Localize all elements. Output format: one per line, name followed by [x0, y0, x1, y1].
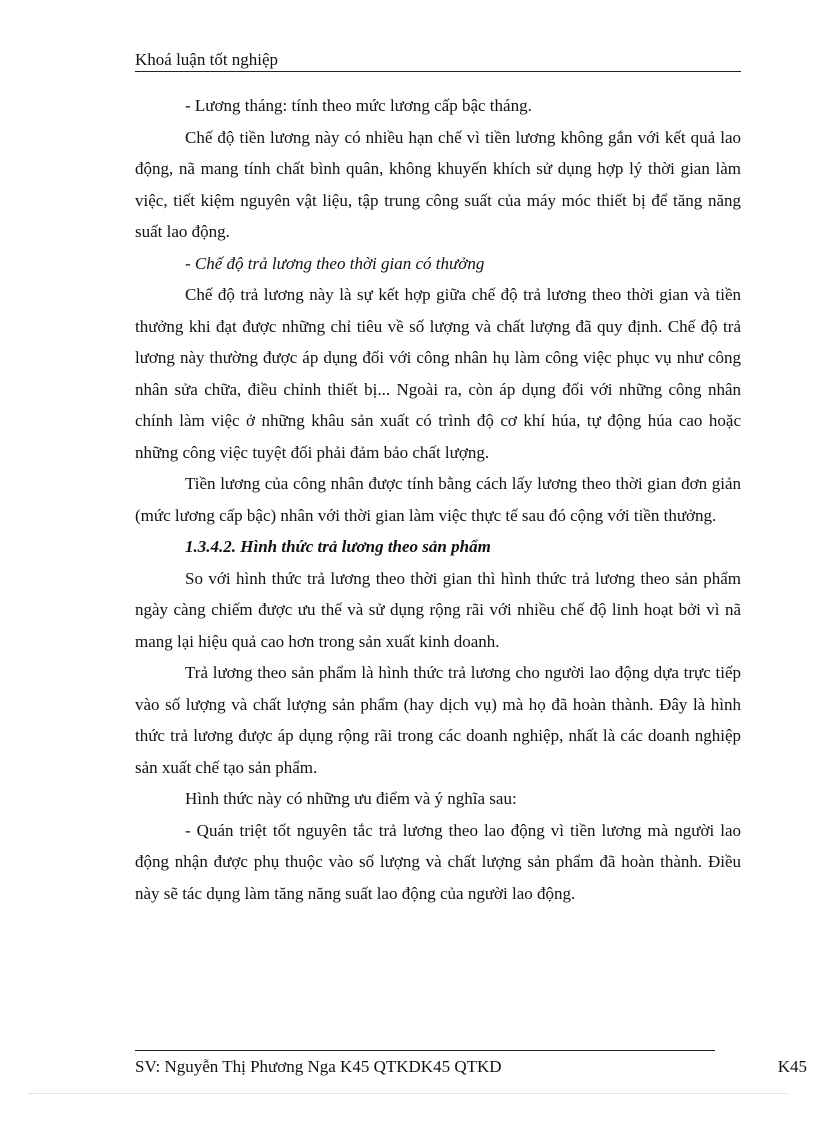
paragraph-product-vs-time: So với hình thức trả lương theo thời gian thì hình thức trả lương theo sản phẩm ngày càng chiếm được ưu thế và sử dụng rộng rãi với nhiều chế độ linh hoạt bởi vì nã mang lại hiệu quả cao hơn trong sản xuất kinh doanh. — [135, 568, 741, 651]
footer-divider — [135, 1050, 715, 1051]
footer-code: K45 — [777, 1057, 807, 1076]
paragraph-wage-limitations: Chế độ tiền lương này có nhiều hạn chế vì tiền lương không gắn với kết quả lao động, nã mang tính chất bình quân, không khuyến khích sử dụng hợp lý thời gian làm việc, tiết kiệm nguyên vật liệu, tập trung công suất của máy móc thiết bị để tăng năng suất lao động. — [135, 127, 741, 241]
paragraph-wage-calculation: Tiền lương của công nhân được tính bằng cách lấy lương theo thời gian đơn giản (mức lương cấp bậc) nhân với thời gian làm việc thực tế sau đó cộng với tiền thưởng. — [135, 474, 741, 525]
document-body — [135, 90, 741, 909]
subheading-time-wage-bonus: - Chế độ trả lương theo thời gian có thưởng — [185, 253, 485, 273]
header-title: Khoá luận tốt nghiệp — [135, 50, 279, 69]
page-header — [135, 49, 741, 72]
paragraph-advantage-1: - Quán triệt tốt nguyên tắc trả lương theo lao động vì tiền lương mà người lao động nhận được phụ thuộc vào số lượng và chất lượng sản phẩm đã hoàn thành. Điều này sẽ tác dụng làm tăng năng suất lao động của người lao động. — [135, 820, 741, 903]
paragraph-advantages-intro: Hình thức này có những ưu điểm và ý nghĩa sau: — [185, 789, 517, 808]
paragraph-monthly-wage: - Lương tháng: tính theo mức lương cấp bậc tháng. — [185, 96, 532, 115]
page-edge — [28, 1093, 788, 1094]
footer-student: SV: Nguyễn Thị Phương Nga K45 QTKDK45 QTKD — [135, 1057, 502, 1076]
section-heading: 1.3.4.2. Hình thức trả lương theo sản phẩm — [185, 537, 491, 556]
paragraph-product-wage-definition: Trả lương theo sản phẩm là hình thức trả lương cho người lao động dựa trực tiếp vào số lượng và chất lượng sản phẩm (hay dịch vụ) mà họ đã hoàn thành. Đây là hình thức trả lương được áp dụng rộng rãi trong các doanh nghiệp, nhất là các doanh nghiệp sản xuất chế tạo sản phẩm. — [135, 663, 741, 777]
paragraph-time-bonus-regime: Chế độ trả lương này là sự kết hợp giữa chế độ trả lương theo thời gian và tiền thưởng khi đạt được những chỉ tiêu về số lượng và chất lượng đã quy định. Chế độ trả lương này thường được áp dụng đối với công nhân hụ làm công việc phục vụ như công nhân sửa chữa, điều chỉnh thiết bị... Ngoài ra, còn áp dụng đối với những công nhân chính làm việc ở những khâu sản xuất có trình độ cơ khí húa, tự động húa cao hoặc những công việc tuyệt đối phải đảm bảo chất lượng. — [135, 285, 741, 462]
